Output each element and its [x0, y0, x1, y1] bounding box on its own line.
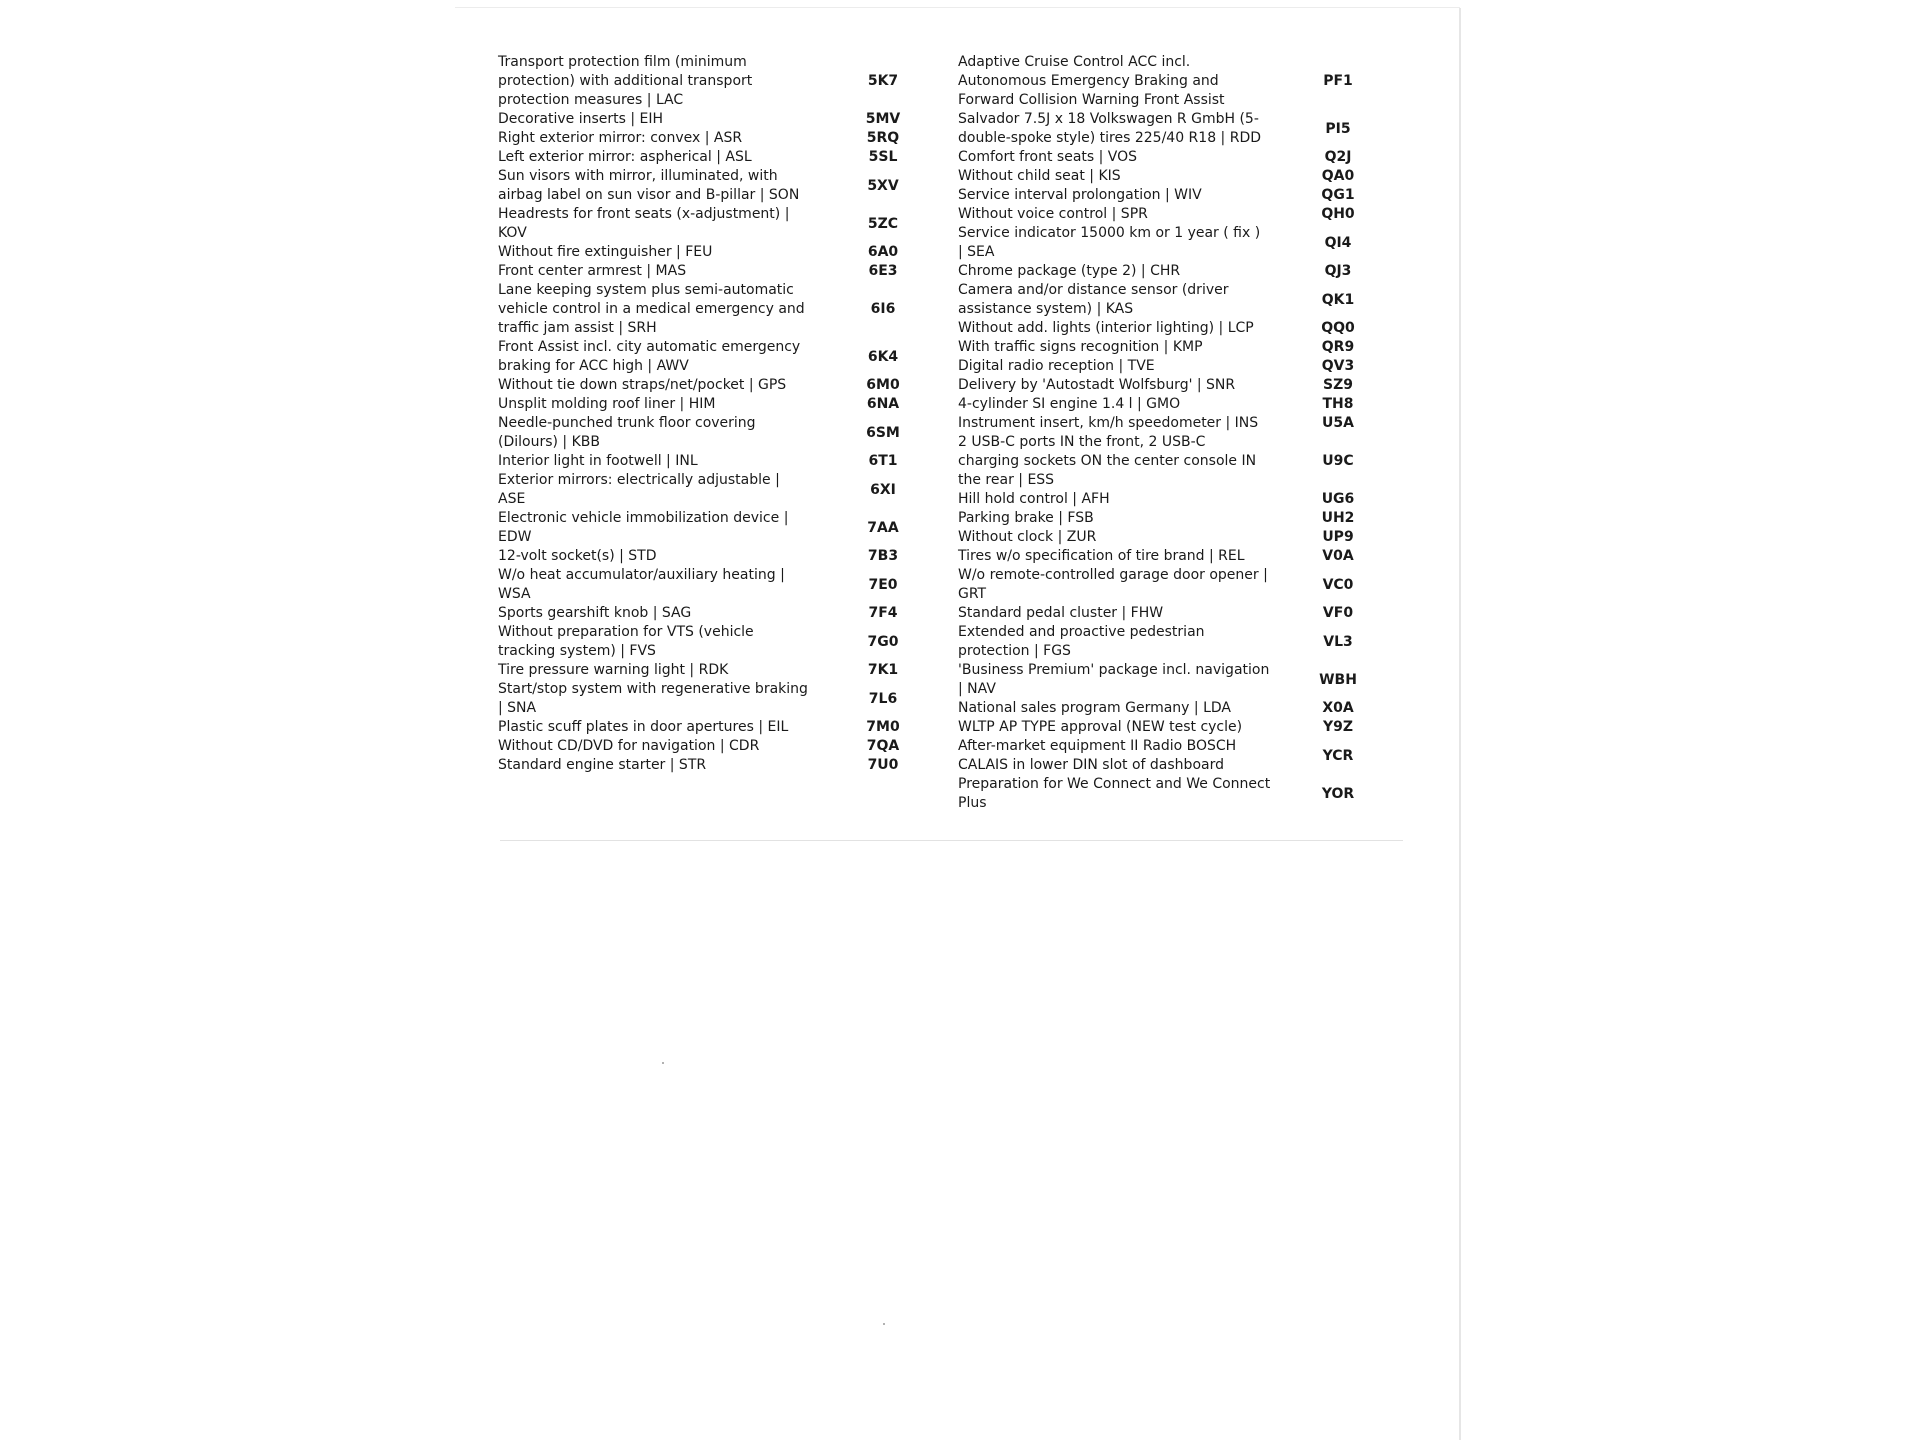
equipment-code: 5XV: [867, 177, 899, 194]
equipment-description: After-market equipment II Radio BOSCH CALAIS in lower DIN slot of dashboard: [958, 738, 1237, 773]
equipment-code: 5MV: [865, 111, 901, 127]
equipment-row: [958, 414, 1408, 433]
equipment-code: 6A0: [867, 244, 899, 260]
equipment-code: 7M0: [866, 719, 900, 735]
equipment-code: UP9: [1322, 529, 1354, 545]
equipment-description: Left exterior mirror: aspherical | ASL: [498, 149, 752, 165]
equipment-description: Standard engine starter | STR: [498, 757, 707, 773]
equipment-row: [958, 262, 1408, 281]
equipment-description: 12-volt socket(s) | STD: [498, 548, 657, 564]
equipment-code: QI4: [1324, 234, 1352, 251]
equipment-code: 7B3: [867, 548, 899, 564]
equipment-row: [498, 129, 940, 148]
equipment-description: Camera and/or distance sensor (driver assistance system) | KAS: [958, 282, 1229, 317]
equipment-description: Transport protection film (minimum protection) with additional transport protection measures | LAC: [498, 54, 753, 108]
equipment-description: Digital radio reception | TVE: [958, 358, 1155, 374]
equipment-code: QA0: [1321, 168, 1355, 184]
equipment-code: VF0: [1322, 605, 1354, 621]
equipment-code: Y9Z: [1322, 719, 1354, 735]
equipment-code: Q2J: [1324, 149, 1352, 165]
equipment-row: [498, 414, 940, 452]
equipment-row: [958, 53, 1408, 110]
equipment-row: [958, 167, 1408, 186]
equipment-code: 7L6: [868, 690, 898, 707]
equipment-description: Sun visors with mirror, illuminated, with airbag label on sun visor and B-pillar | SON: [498, 168, 800, 203]
equipment-row: [958, 205, 1408, 224]
equipment-row: [958, 623, 1408, 661]
equipment-code: 6XI: [870, 481, 896, 498]
equipment-description: 2 USB-C ports IN the front, 2 USB-C charging sockets ON the center console IN the rear | ESS: [958, 434, 1257, 488]
equipment-row: [958, 547, 1408, 566]
equipment-row: [958, 661, 1408, 699]
equipment-row: [498, 338, 940, 376]
equipment-description: Without child seat | KIS: [958, 168, 1121, 184]
equipment-description: Start/stop system with regenerative braking | SNA: [498, 681, 808, 716]
equipment-row: [498, 680, 940, 718]
equipment-description: Without add. lights (interior lighting) | LCP: [958, 320, 1254, 336]
equipment-description: Hill hold control | AFH: [958, 491, 1110, 507]
equipment-description: Exterior mirrors: electrically adjustable | ASE: [498, 472, 780, 507]
equipment-row: [498, 205, 940, 243]
equipment-row: [958, 528, 1408, 547]
equipment-description: Without preparation for VTS (vehicle tracking system) | FVS: [498, 624, 754, 659]
equipment-row: [958, 357, 1408, 376]
equipment-row: [958, 433, 1408, 490]
equipment-code: PI5: [1325, 120, 1351, 137]
equipment-row: [958, 338, 1408, 357]
equipment-code: X0A: [1322, 700, 1354, 716]
equipment-row: [958, 566, 1408, 604]
equipment-row: [958, 148, 1408, 167]
equipment-row: [958, 737, 1408, 775]
equipment-description: Without CD/DVD for navigation | CDR: [498, 738, 760, 754]
equipment-description: Lane keeping system plus semi-automatic vehicle control in a medical emergency and traffic jam assist | SRH: [498, 282, 805, 336]
right-equipment-column: [958, 53, 1408, 813]
equipment-code: YOR: [1321, 785, 1355, 802]
equipment-row: [498, 53, 940, 110]
equipment-row: [498, 623, 940, 661]
equipment-code: 7K1: [867, 662, 899, 678]
equipment-description: Parking brake | FSB: [958, 510, 1094, 526]
equipment-code: QV3: [1321, 358, 1355, 374]
equipment-description: Preparation for We Connect and We Connect Plus: [958, 776, 1271, 811]
equipment-code: 6M0: [866, 377, 900, 393]
equipment-code: 6T1: [868, 453, 898, 469]
equipment-description: Front Assist incl. city automatic emergency braking for ACC high | AWV: [498, 339, 801, 374]
equipment-description: W/o remote-controlled garage door opener | GRT: [958, 567, 1268, 602]
equipment-row: [498, 148, 940, 167]
equipment-description: Headrests for front seats (x-adjustment) | KOV: [498, 206, 790, 241]
equipment-code: U9C: [1322, 453, 1354, 469]
equipment-description: Service interval prolongation | WIV: [958, 187, 1202, 203]
equipment-code: 7E0: [868, 576, 898, 593]
equipment-description: Interior light in footwell | INL: [498, 453, 698, 469]
equipment-row: [958, 699, 1408, 718]
equipment-code: QK1: [1321, 291, 1355, 308]
equipment-row: [958, 509, 1408, 528]
equipment-description: Salvador 7.5J x 18 Volkswagen R GmbH (5- double-spoke style) tires 225/40 R18 | RDD: [958, 111, 1262, 146]
equipment-code: 7F4: [868, 605, 898, 621]
equipment-code: SZ9: [1323, 377, 1353, 393]
equipment-row: [958, 281, 1408, 319]
equipment-code: 6NA: [866, 396, 900, 412]
equipment-row: [958, 775, 1408, 813]
page-right-edge: [1459, 8, 1461, 1440]
equipment-description: WLTP AP TYPE approval (NEW test cycle): [958, 719, 1243, 735]
equipment-row: [498, 566, 940, 604]
equipment-description: Sports gearshift knob | SAG: [498, 605, 692, 621]
equipment-description: Front center armrest | MAS: [498, 263, 687, 279]
equipment-description: Without fire extinguisher | FEU: [498, 244, 713, 260]
equipment-description: Right exterior mirror: convex | ASR: [498, 130, 743, 146]
left-equipment-column: [498, 53, 940, 775]
equipment-code: QR9: [1321, 339, 1355, 355]
equipment-row: [498, 262, 940, 281]
equipment-code: VC0: [1322, 576, 1354, 593]
equipment-code: 6K4: [867, 348, 899, 365]
equipment-row: [498, 604, 940, 623]
equipment-code: QG1: [1321, 187, 1355, 203]
equipment-row: [958, 490, 1408, 509]
equipment-description: Without tie down straps/net/pocket | GPS: [498, 377, 787, 393]
equipment-description: Electronic vehicle immobilization device | EDW: [498, 510, 789, 545]
equipment-code: VL3: [1323, 633, 1353, 650]
equipment-description: 4-cylinder SI engine 1.4 l | GMO: [958, 396, 1181, 412]
equipment-row: [498, 756, 940, 775]
equipment-code: U5A: [1322, 415, 1354, 431]
equipment-row: [958, 186, 1408, 205]
equipment-description: Service indicator 15000 km or 1 year ( fix ) | SEA: [958, 225, 1261, 260]
equipment-code: 5RQ: [866, 130, 900, 146]
equipment-description: Decorative inserts | EIH: [498, 111, 664, 127]
equipment-code: 5SL: [868, 149, 898, 165]
equipment-description: With traffic signs recognition | KMP: [958, 339, 1203, 355]
equipment-row: [498, 281, 940, 338]
equipment-row: [958, 604, 1408, 623]
equipment-code: PF1: [1323, 73, 1353, 89]
equipment-code: UG6: [1321, 491, 1355, 507]
equipment-description: Adaptive Cruise Control ACC incl. Autonomous Emergency Braking and Forward Collision Warning Front Assist: [958, 54, 1225, 108]
equipment-row: [498, 471, 940, 509]
equipment-row: [958, 376, 1408, 395]
equipment-code: QQ0: [1321, 320, 1355, 336]
equipment-code: UH2: [1321, 510, 1355, 526]
equipment-description: Extended and proactive pedestrian protection | FGS: [958, 624, 1205, 659]
equipment-row: [498, 661, 940, 680]
equipment-row: [958, 319, 1408, 338]
equipment-code: WBH: [1319, 671, 1357, 688]
equipment-code: YCR: [1322, 747, 1354, 764]
equipment-row: [498, 243, 940, 262]
page-top-edge: [455, 7, 1460, 8]
equipment-description: Tire pressure warning light | RDK: [498, 662, 729, 678]
equipment-code: 7G0: [867, 633, 899, 650]
equipment-description: Needle-punched trunk floor covering (Dilours) | KBB: [498, 415, 756, 450]
equipment-description: National sales program Germany | LDA: [958, 700, 1231, 716]
scan-speck: [662, 1062, 664, 1064]
equipment-description: Comfort front seats | VOS: [958, 149, 1138, 165]
equipment-row: [498, 376, 940, 395]
equipment-row: [498, 509, 940, 547]
equipment-description: Tires w/o specification of tire brand | REL: [958, 548, 1245, 564]
equipment-code: 7AA: [867, 519, 899, 536]
equipment-row: [958, 224, 1408, 262]
equipment-code: 7U0: [867, 757, 899, 773]
equipment-code: TH8: [1322, 396, 1354, 412]
equipment-row: [498, 452, 940, 471]
equipment-row: [498, 110, 940, 129]
equipment-row: [958, 395, 1408, 414]
equipment-description: Without clock | ZUR: [958, 529, 1097, 545]
equipment-row: [958, 110, 1408, 148]
equipment-code: 5K7: [867, 73, 899, 89]
equipment-description: Without voice control | SPR: [958, 206, 1148, 222]
equipment-description: Plastic scuff plates in door apertures | EIL: [498, 719, 789, 735]
equipment-code: 6I6: [870, 301, 896, 317]
equipment-description: Instrument insert, km/h speedometer | INS: [958, 415, 1259, 431]
equipment-description: Unsplit molding roof liner | HIM: [498, 396, 716, 412]
equipment-description: Standard pedal cluster | FHW: [958, 605, 1164, 621]
equipment-code: 7QA: [866, 738, 900, 754]
equipment-description: Chrome package (type 2) | CHR: [958, 263, 1181, 279]
equipment-row: [498, 718, 940, 737]
equipment-description: Delivery by 'Autostadt Wolfsburg' | SNR: [958, 377, 1236, 393]
equipment-row: [498, 167, 940, 205]
equipment-row: [498, 395, 940, 414]
page-bottom-rule: [500, 840, 1403, 841]
equipment-description: 'Business Premium' package incl. navigation | NAV: [958, 662, 1270, 697]
equipment-code: V0A: [1322, 548, 1354, 564]
equipment-row: [498, 547, 940, 566]
equipment-description: W/o heat accumulator/auxiliary heating | WSA: [498, 567, 785, 602]
equipment-row: [498, 737, 940, 756]
equipment-code: 6SM: [866, 424, 900, 441]
equipment-code: 5ZC: [867, 215, 899, 232]
scan-speck: [883, 1323, 885, 1325]
equipment-row: [958, 718, 1408, 737]
equipment-code: QH0: [1321, 206, 1355, 222]
equipment-code: 6E3: [868, 263, 898, 279]
equipment-code: QJ3: [1324, 263, 1352, 279]
